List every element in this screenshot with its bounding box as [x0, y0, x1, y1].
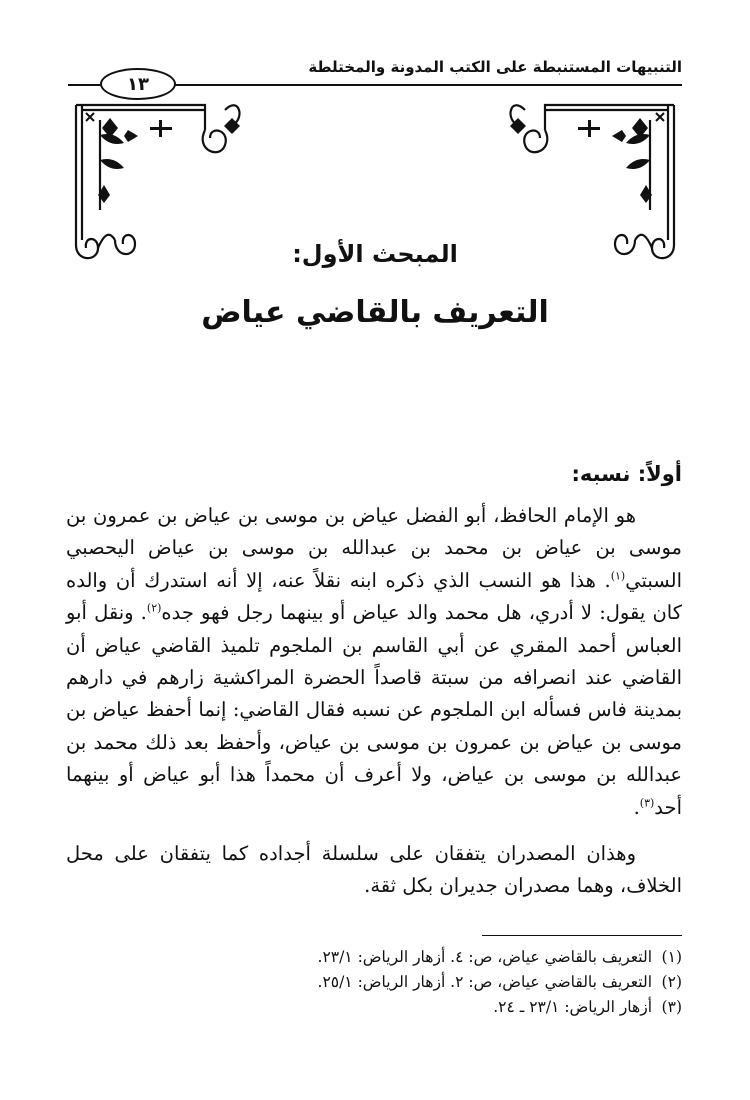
footnote-number: (١) — [661, 948, 682, 966]
footnote-number: (٢) — [661, 973, 682, 991]
section-heading: المبحث الأول: — [292, 240, 458, 268]
text-run: . ونقل أبو العباس أحمد المقري عن أبي القاسم بن الملجوم تلميذ القاضي عياض أن القاضي عند انصرافه من سبتة قاصداً الحضرة المراكشية زارهم في دارهم بمدينة فاس فسأله ابن الملجوم عن نسبه فقال القاضي: إنما أحفظ عياض بن موسى بن عياض بن عمرون بن موسى بن عياض، وأحفظ بعد ذلك محمد بن عبدالله بن موسى بن عياض، ولا أعرف أن محمداً هذا أبو عياض أو بينهما أحد — [66, 601, 682, 819]
text-run: . — [633, 795, 640, 819]
footnote-text: التعريف بالقاضي عياض، ص: ٤. أزهار الرياض: ٢٣/١. — [317, 948, 652, 966]
text-run: هو الإمام الحافظ، أبو الفضل عياض بن موسى بن عياض بن عمرون بن موسى بن عياض بن محمد بن عبدالله بن موسى بن عياض اليحصبي السبتي — [66, 504, 682, 592]
subheading: أولاً: نسبه: — [571, 462, 682, 486]
footnote-text: أزهار الرياض: ٢٣/١ ـ ٢٤. — [493, 998, 652, 1016]
page-number: ١٣ — [100, 68, 176, 100]
footnote-number: (٣) — [661, 998, 682, 1016]
footnote-rule — [482, 935, 682, 936]
text-run: . هذا هو النسب الذي ذكره ابنه نقلاً عنه، إلا أنه استدرك أن والده كان يقول: لا أدري، هل محمد والد عياض أو بينهما رجل فهو جده — [66, 568, 682, 625]
footnote — [200, 945, 682, 970]
body-text — [66, 500, 682, 903]
footnote-ref[interactable]: (٣) — [639, 796, 655, 810]
footnote-ref[interactable]: (١) — [610, 569, 626, 583]
footnote-text: التعريف بالقاضي عياض، ص: ٢. أزهار الرياض: ٢٥/١. — [317, 973, 652, 991]
footnote — [200, 995, 682, 1020]
chapter-title: التعريف بالقاضي عياض — [201, 295, 549, 330]
footnote — [200, 970, 682, 995]
paragraph: وهذان المصدران يتفقان على سلسلة أجداده كما يتفقان على محل الخلاف، وهما مصدران جديران بكل ثقة. — [66, 842, 682, 898]
footnote-ref[interactable]: (٢) — [146, 601, 162, 615]
running-header: التنبيهات المستنبطة على الكتب المدونة والمختلطة — [308, 58, 682, 76]
paragraph — [66, 500, 682, 824]
footnotes — [200, 945, 682, 1020]
